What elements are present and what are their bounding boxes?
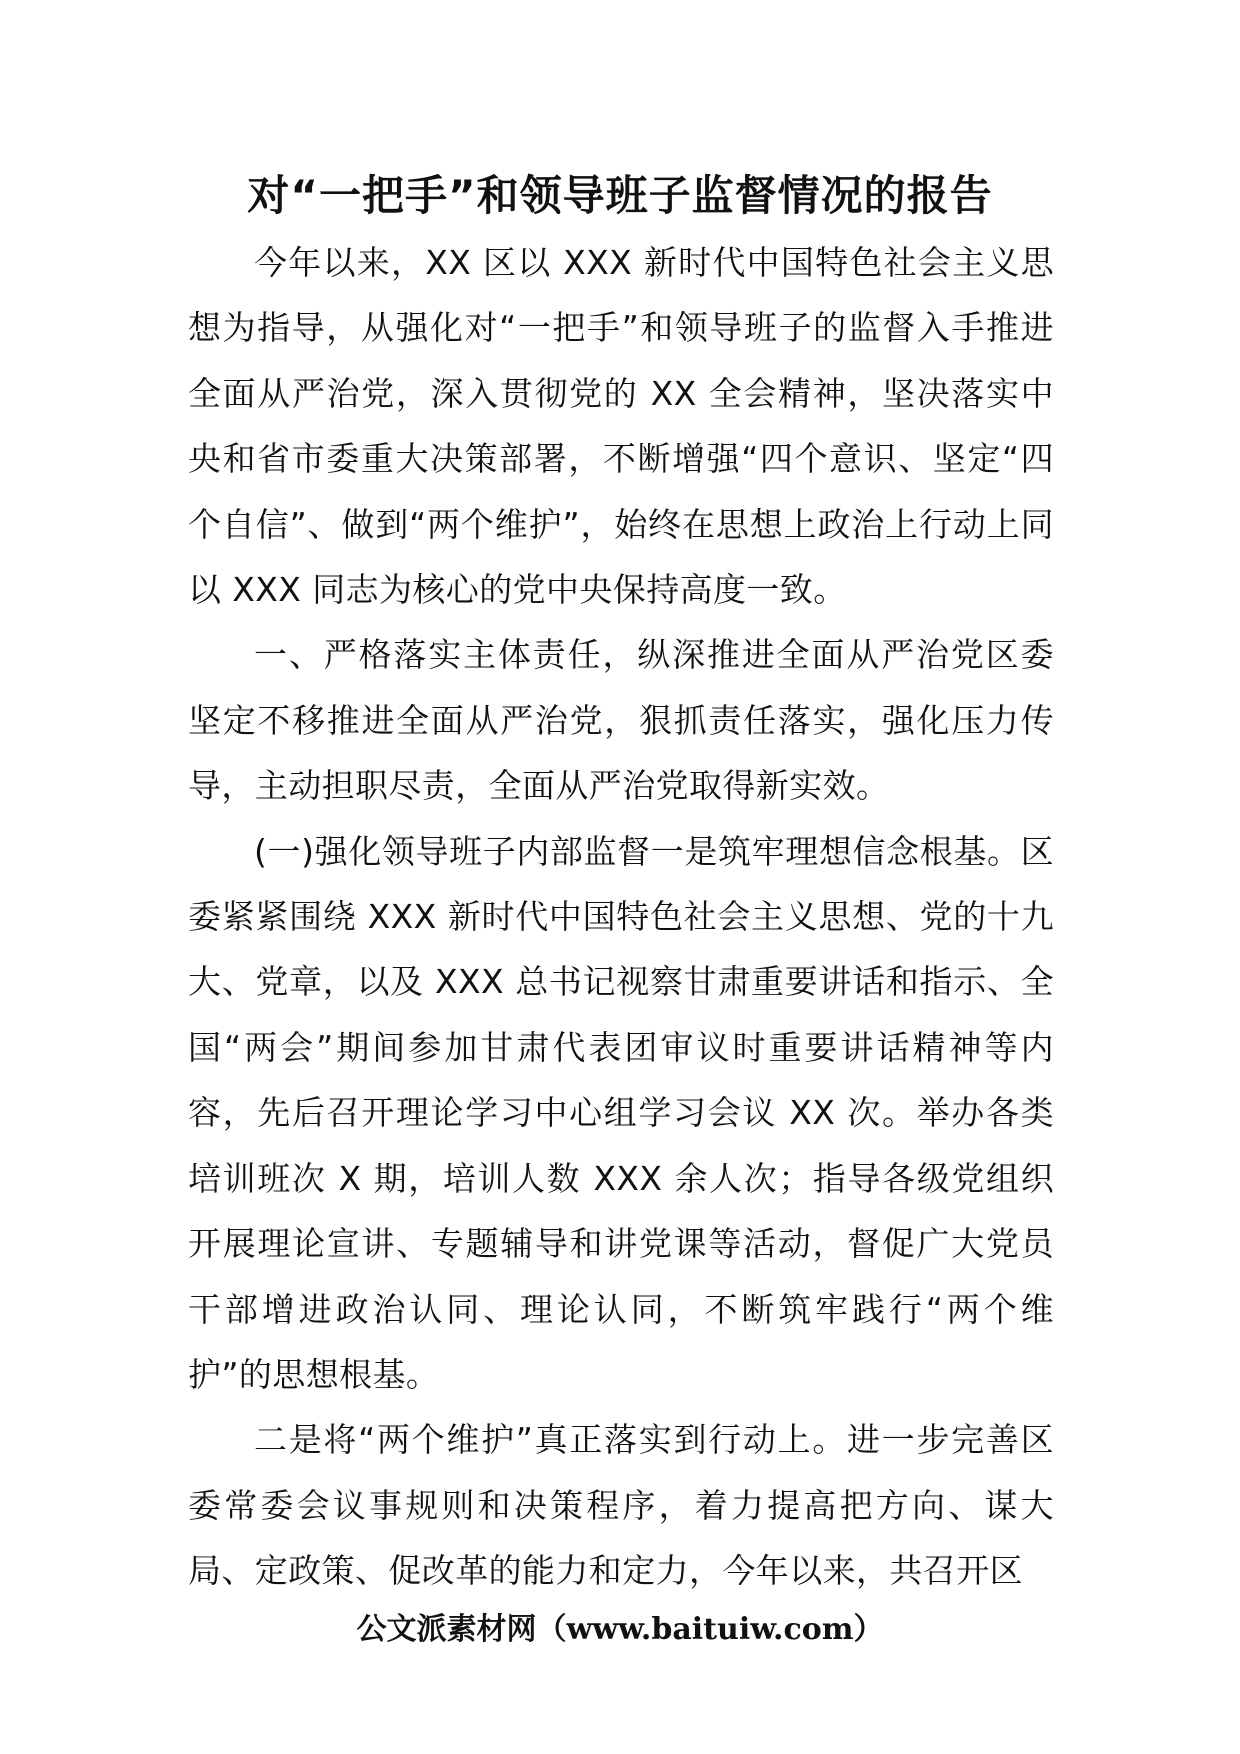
paragraph-intro: 今年以来，XX 区以 XXX 新时代中国特色社会主义思想为指导，从强化对“一把手”和领导班子的监督入手推进全面从严治党，深入贯彻党的 XX 全会精神，坚决落实中央和省市委重大决策部署，不断增强“四个意识、坚定“四个自信”、做到“两个维护”，始终在思想上政治上行动上同以 XXX 同志为核心的党中央保持高度一致。 — [188, 243, 1054, 610]
paragraph-section-1: 一、严格落实主体责任，纵深推进全面从严治党区委坚定不移推进全面从严治党，狠抓责任落实，强化压力传导，主动担职尽责，全面从严治党取得新实效。 — [188, 635, 1054, 806]
paragraph-point-2: 二是将“两个维护”真正落实到行动上。进一步完善区委常委会议事规则和决策程序，着力提高把方向、谋大局、定政策、促改革的能力和定力，今年以来，共召开区 — [188, 1420, 1054, 1591]
paragraph-subsection-1: (一)强化领导班子内部监督一是筑牢理想信念根基。区委紧紧围绕 XXX 新时代中国特色社会主义思想、党的十九大、党章，以及 XXX 总书记视察甘肃重要讲话和指示、全国“两会”期间参加甘肃代表团审议时重要讲话精神等内容，先后召开理论学习中心组学习会议 XX 次。举办各类培训班次 X 期，培训人数 XXX 余人次；指导各级党组织开展理论宣讲、专题辅导和讲党课等活动，督促广大党员干部增进政治认同、理论认同，不断筑牢践行“两个维护”的思想根基。 — [188, 831, 1054, 1394]
footer-watermark: 公文派素材网（www.baituiw.com） — [356, 1612, 884, 1647]
document-body — [188, 230, 1054, 1604]
document-title: 对“一把手”和领导班子监督情况的报告 — [247, 171, 993, 220]
